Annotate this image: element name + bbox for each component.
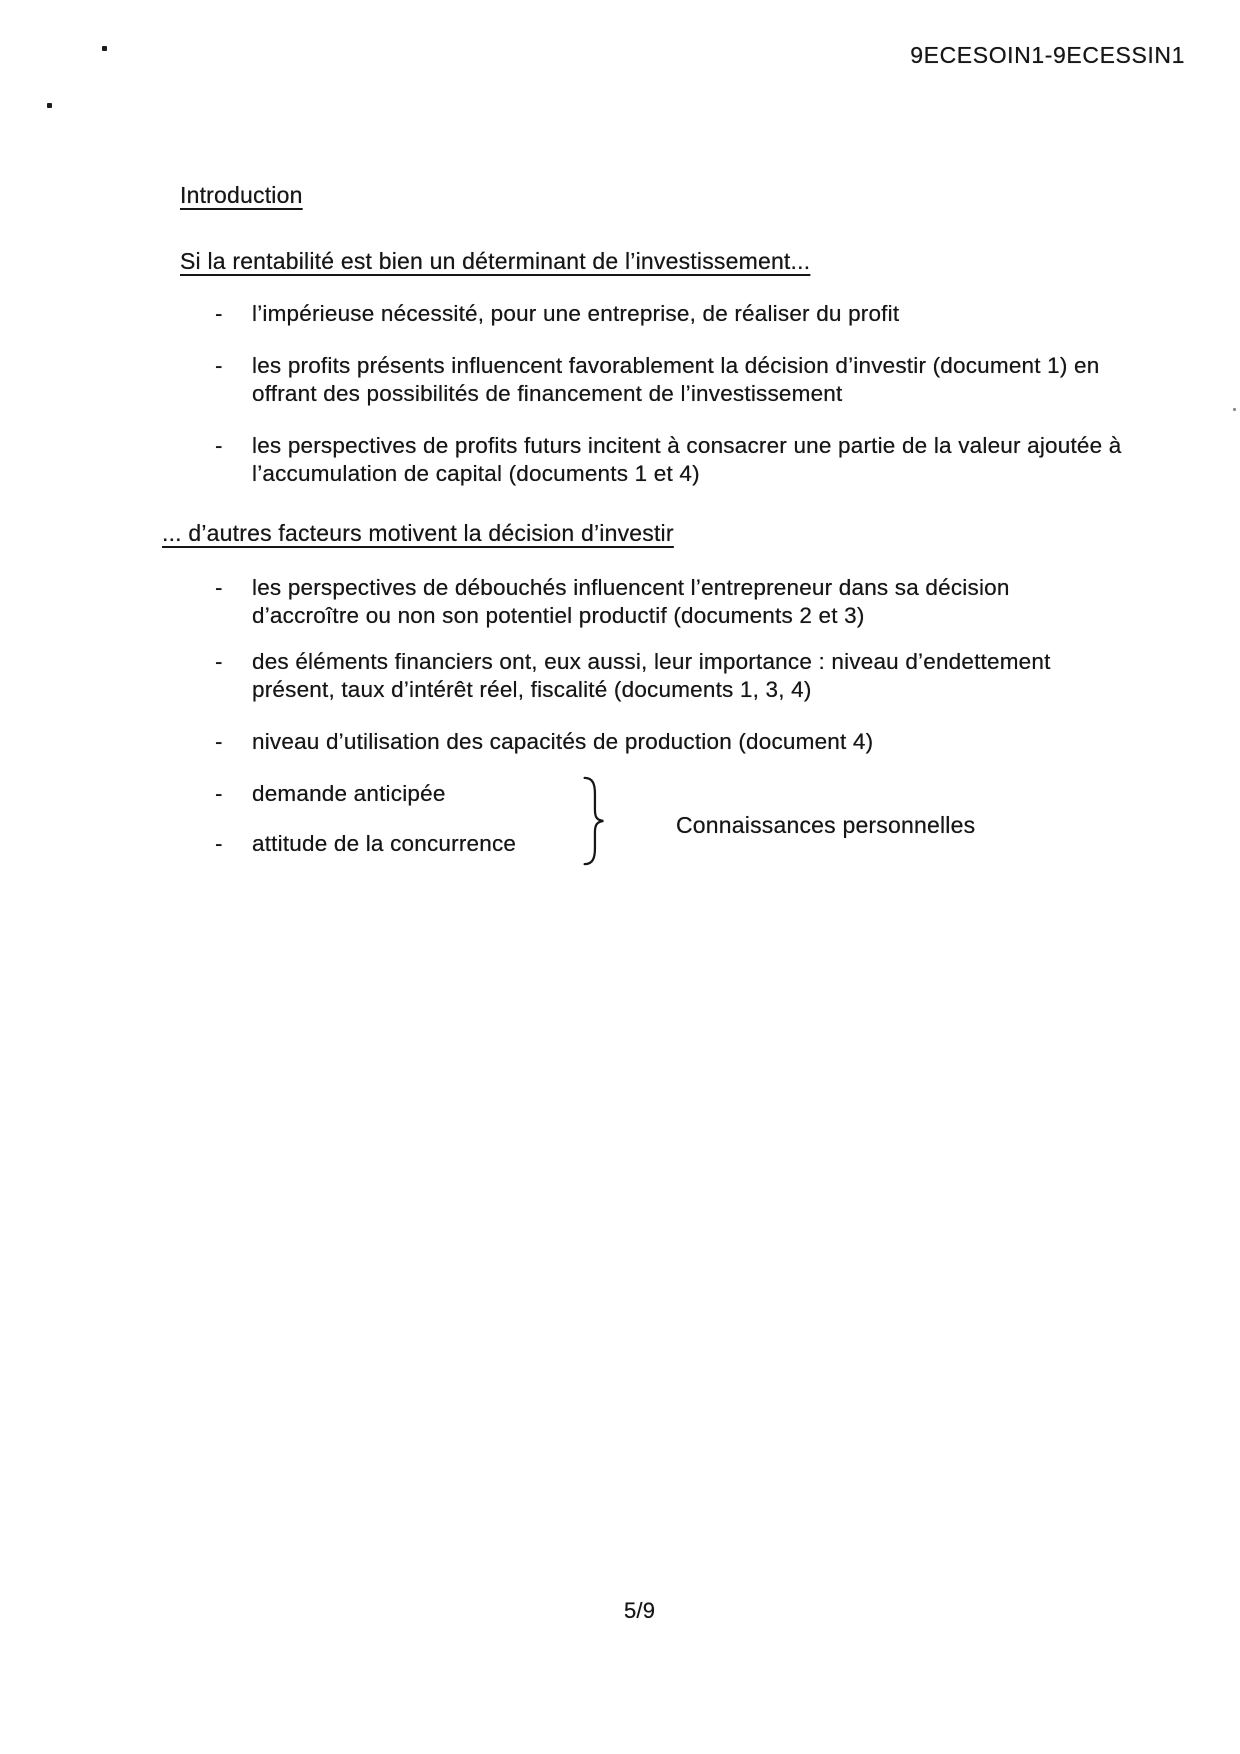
brace-annotation-label: Connaissances personnelles bbox=[676, 812, 976, 838]
bullet-line: offrant des possibilités de financement de l’investissement bbox=[252, 381, 843, 406]
bullet-line: les profits présents influencent favorablement la décision d’investir (document 1) en bbox=[252, 353, 1100, 378]
bullet-perspectives-profits bbox=[215, 432, 1122, 488]
bullet-line: demande anticipée bbox=[252, 781, 446, 806]
bullet-dash: - bbox=[215, 433, 223, 458]
bullet-dash: - bbox=[215, 301, 223, 326]
bullet-attitude-concurrence bbox=[215, 830, 516, 858]
bullet-dash: - bbox=[215, 781, 223, 806]
scan-speck bbox=[1233, 408, 1236, 411]
bullet-line: l’impérieuse nécessité, pour une entreprise, de réaliser du profit bbox=[252, 301, 900, 326]
bullet-dash: - bbox=[215, 353, 223, 378]
bullet-dash: - bbox=[215, 575, 223, 600]
bullet-demande-anticipee bbox=[215, 780, 446, 808]
bullet-perspectives-debouches bbox=[215, 574, 1010, 630]
introduction-heading: Introduction bbox=[180, 182, 303, 208]
bullet-elements-financiers bbox=[215, 648, 1051, 704]
bullet-line: attitude de la concurrence bbox=[252, 831, 517, 856]
bullet-imperieuse-necessite bbox=[215, 300, 899, 328]
bullet-line: niveau d’utilisation des capacités de production (document 4) bbox=[252, 729, 874, 754]
bullet-niveau-utilisation bbox=[215, 728, 873, 756]
bullet-dash: - bbox=[215, 729, 223, 754]
document-reference-code: 9ECESOIN1-9ECESSIN1 bbox=[910, 42, 1185, 68]
bullet-line: les perspectives de débouchés influencent l’entrepreneur dans sa décision bbox=[252, 575, 1010, 600]
bullet-line: l’accumulation de capital (documents 1 et 4) bbox=[252, 461, 700, 486]
page-number: 5/9 bbox=[624, 1598, 656, 1623]
scan-speck bbox=[47, 103, 52, 108]
bullet-dash: - bbox=[215, 831, 223, 856]
section-autres-heading: ... d’autres facteurs motivent la décision d’investir bbox=[162, 520, 674, 546]
bullet-line: des éléments financiers ont, eux aussi, leur importance : niveau d’endettement bbox=[252, 649, 1051, 674]
bullet-dash: - bbox=[215, 649, 223, 674]
bullet-line: d’accroître ou non son potentiel productif (documents 2 et 3) bbox=[252, 603, 865, 628]
curly-brace-icon bbox=[581, 776, 607, 866]
bullet-line: présent, taux d’intérêt réel, fiscalité (documents 1, 3, 4) bbox=[252, 677, 812, 702]
bullet-line: les perspectives de profits futurs incitent à consacrer une partie de la valeur ajoutée à bbox=[252, 433, 1122, 458]
scan-speck bbox=[102, 46, 107, 51]
section-profit-heading: Si la rentabilité est bien un déterminant de l’investissement... bbox=[180, 248, 811, 274]
bullet-profits-presents bbox=[215, 352, 1099, 408]
